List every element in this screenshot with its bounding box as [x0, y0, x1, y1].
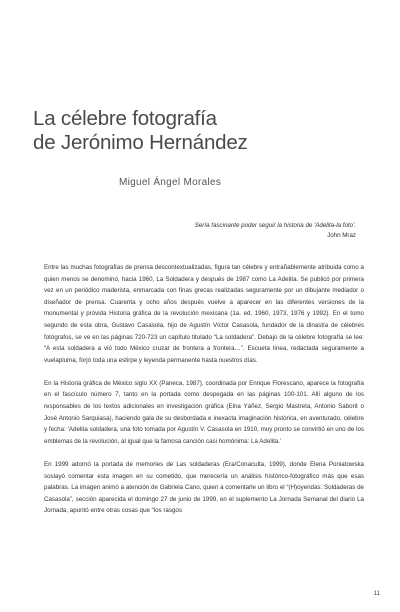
epigraph-quote: Sería fascinante poder seguir la historia de 'Adelita-la foto'. — [194, 222, 356, 229]
author-name: Miguel Ángel Morales — [119, 177, 222, 188]
paragraph-2: En la Historia gráfica de México siglo XX (Paneca, 1987), coordinada por Enrique Florescano, aparece la fotografía en el fascículo número 7, tanto en la portada como despegada en las páginas 100-101. Allí alguno de los responsables de los textos adicionales en investigación gráfica (Elna Yáñez, Sergio Mastreta, Antonio Saborit o José Antonio Sarquiasa), haciendo gala de su desbordada e inexacta imaginación histórica, en aventurado, célebre y fecha: ‘Adelita soldadera, una foto tomada por Agustín V. Casasola en 1910, muy pronto se convirtió en uno de los emblemas de la revolución, al igual que la famosa canción casi homónima: La Adelita.’ — [44, 379, 364, 445]
body-text — [44, 262, 364, 528]
title-line-2: de Jerónimo Hernández — [33, 131, 248, 154]
page-number: 11 — [373, 591, 380, 597]
paragraph-3: En 1999 adornó la portada de memories de Las soldaderas (Era/Conaculta, 1999), donde Elena Poniatowska soslayó comentar esta imagen en su cometido, que merecería un análisis histórico-fotográfico más que esas palabras. La imagen animó a atención de Gabriela Cano, quien a comentarle un libro el “(H)oyendas. Soldaderas de Casasola”, sección aparecida el domingo 27 de junio de 1999, en el suplemento La Jornada Semanal del diario La Jornada, apuntó entre otras cosas que “los rasgos — [44, 460, 364, 515]
paragraph-1: Entre las muchas fotografías de prensa descontextualizadas, figura tan célebre y entrañablemente atribuida como a quien menos se denominó, hacia 1960, La Soldadera y después de 1987 como La Adelita. Se publicó por primera vez en un periódico maderista, enmarcada con finas grecas realizadas seguramente por un dibujante mediador o diseñador de prensa. Cuarenta y ocho años después vuelve a aparecer en las diferentes versiones de la monumental y próvida Historia gráfica de la revolución mexicana (1a. ed. 1960, 1973, 1976 y 1992). En el tomo segundo de esta obra, Gustavo Casasola, hijo de Agustín Víctor Casasola, fundador de la dinastía de célebres fotógrafos, se ve en las páginas 720-723 un capítulo titulado “La soldadera”. Debajo de la célebre fotografía se lee: “A esta soldadera a vió todo México cruzar de frontera a frontera…”. Escueta línea, redactada seguramente a vuelapluma, forjó toda una estirpe y leyenda permanente hasta nuestros días. — [44, 264, 364, 364]
epigraph-attribution: John Mraz — [327, 232, 356, 239]
epigraph — [56, 221, 356, 241]
article-title — [33, 107, 373, 155]
title-line-1: La célebre fotografía — [33, 107, 217, 130]
